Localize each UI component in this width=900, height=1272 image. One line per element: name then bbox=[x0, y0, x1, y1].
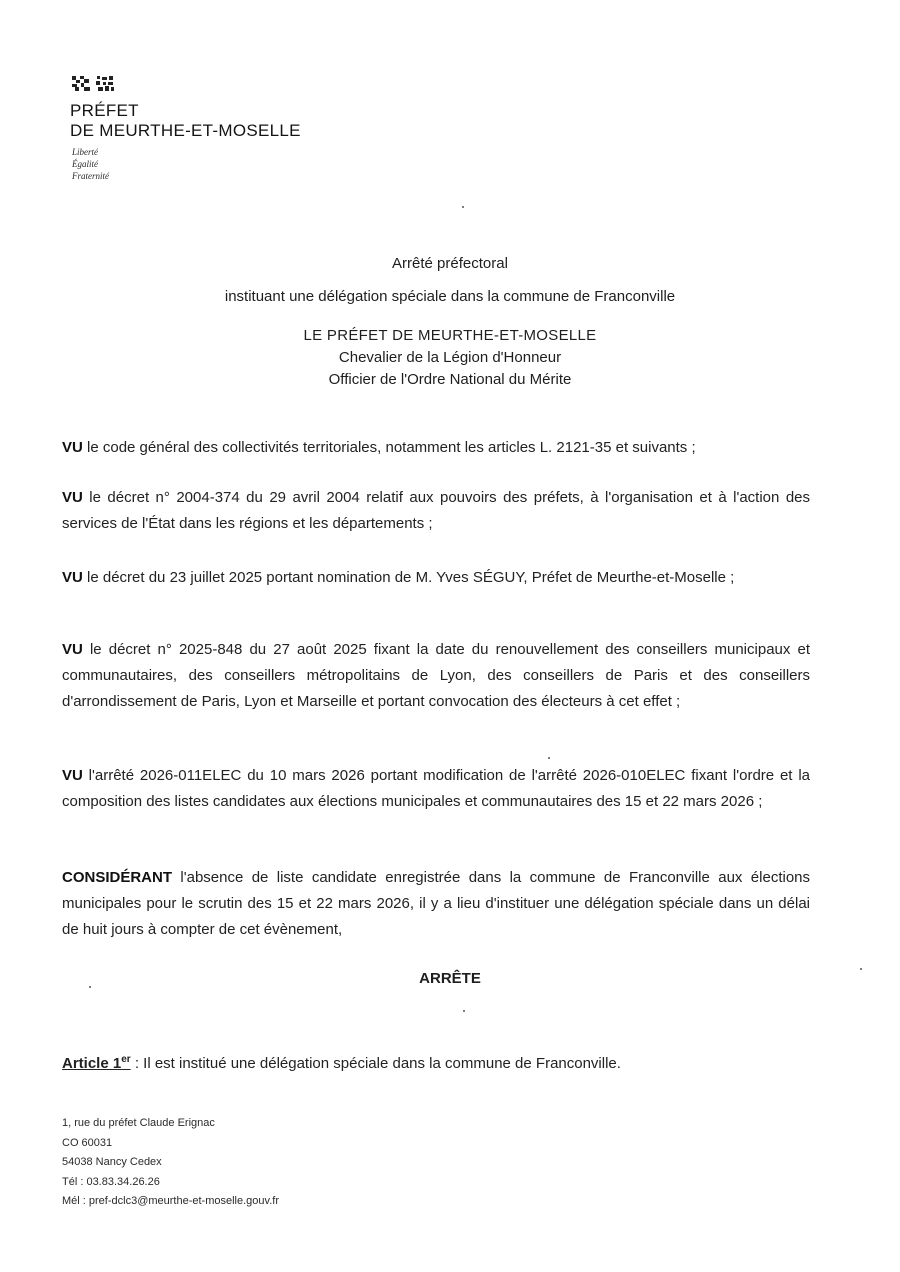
visa-keyword: VU bbox=[62, 569, 83, 586]
article-1-label-prefix: Article 1 bbox=[62, 1055, 122, 1072]
motto-liberte: Liberté bbox=[72, 147, 98, 157]
marianne-logo bbox=[72, 76, 114, 91]
visa-text: l'arrêté 2026-011ELEC du 10 mars 2026 portant modification de l'arrêté 2026-010ELEC fixant l'ordre et la composition des listes candidates aux élections municipales et communautaires des 15 et 22 mars 2026 ; bbox=[62, 767, 810, 810]
article-1-label bbox=[62, 1055, 131, 1072]
considerant-paragraph bbox=[62, 865, 810, 943]
decision-heading: ARRÊTE bbox=[419, 970, 481, 987]
scan-speck bbox=[462, 206, 464, 208]
visa-text: le décret n° 2004-374 du 29 avril 2004 relatif aux pouvoirs des préfets, à l'organisation et à l'action des services de l'État dans les régions et les départements ; bbox=[62, 489, 810, 532]
article-1-label-sup: er bbox=[121, 1054, 131, 1065]
document-subject: instituant une délégation spéciale dans la commune de Franconville bbox=[224, 288, 676, 305]
footer-phone: Tél : 03.83.34.26.26 bbox=[62, 1175, 160, 1188]
footer-city: 54038 Nancy Cedex bbox=[62, 1156, 162, 1168]
article-1-text: : Il est institué une délégation spéciale dans la commune de Franconville. bbox=[130, 1055, 621, 1072]
visa-text: le décret n° 2025-848 du 27 août 2025 fixant la date du renouvellement des conseillers municipaux et communautaires, des conseillers métropolitains de Lyon, des conseillers de Paris et des conseillers d'arrondissement de Paris, Lyon et Marseille et portant convocation des électeurs à cet effet ; bbox=[62, 641, 810, 710]
marianne-right-icon bbox=[96, 76, 114, 91]
signatory-title: LE PRÉFET DE MEURTHE-ET-MOSELLE bbox=[303, 327, 597, 344]
article-1 bbox=[62, 1049, 621, 1075]
visa-text: le code général des collectivités territoriales, notamment les articles L. 2121-35 et suivants ; bbox=[82, 439, 696, 456]
visa-keyword: VU bbox=[62, 439, 83, 456]
visa-paragraph bbox=[62, 485, 810, 537]
visa-paragraph bbox=[62, 565, 810, 591]
visa-keyword: VU bbox=[62, 767, 83, 784]
footer-street: 1, rue du préfet Claude Erignac bbox=[62, 1117, 215, 1129]
motto-egalite: Égalité bbox=[72, 159, 98, 169]
prefecture-name bbox=[70, 101, 301, 141]
motto-fraternite: Fraternité bbox=[72, 171, 109, 181]
considerant-text: l'absence de liste candidate enregistrée dans la commune de Franconville aux élections municipales pour le scrutin des 15 et 22 mars 2026, il y a lieu d'instituer une délégation spéciale dans un délai de huit jours à compter de cet évènement, bbox=[62, 869, 810, 938]
footer-cedex-box: CO 60031 bbox=[62, 1136, 113, 1149]
marianne-left-icon bbox=[72, 76, 90, 91]
scan-speck bbox=[548, 757, 550, 759]
document-type: Arrêté préfectoral bbox=[392, 255, 508, 272]
visa-paragraph bbox=[62, 637, 810, 715]
honor-line-2: Officier de l'Ordre National du Mérite bbox=[328, 371, 572, 388]
considerant-keyword: CONSIDÉRANT bbox=[62, 869, 173, 886]
republic-motto bbox=[72, 146, 109, 182]
visa-paragraph bbox=[62, 763, 810, 815]
scan-speck bbox=[463, 1010, 465, 1012]
visa-keyword: VU bbox=[62, 641, 83, 658]
scan-speck bbox=[860, 968, 862, 970]
visa-text: le décret du 23 juillet 2025 portant nomination de M. Yves SÉGUY, Préfet de Meurthe-et-Moselle ; bbox=[82, 569, 735, 586]
visa-paragraph bbox=[62, 435, 810, 461]
footer-address-block bbox=[62, 1114, 279, 1212]
honor-line-1: Chevalier de la Légion d'Honneur bbox=[338, 349, 562, 366]
authority-line-1: PRÉFET bbox=[70, 101, 139, 120]
authority-line-2: DE MEURTHE-ET-MOSELLE bbox=[70, 121, 301, 140]
footer-email: Mél : pref-dclc3@meurthe-et-moselle.gouv.fr bbox=[62, 1195, 279, 1207]
scan-speck bbox=[89, 986, 91, 988]
visa-keyword: VU bbox=[62, 489, 83, 506]
